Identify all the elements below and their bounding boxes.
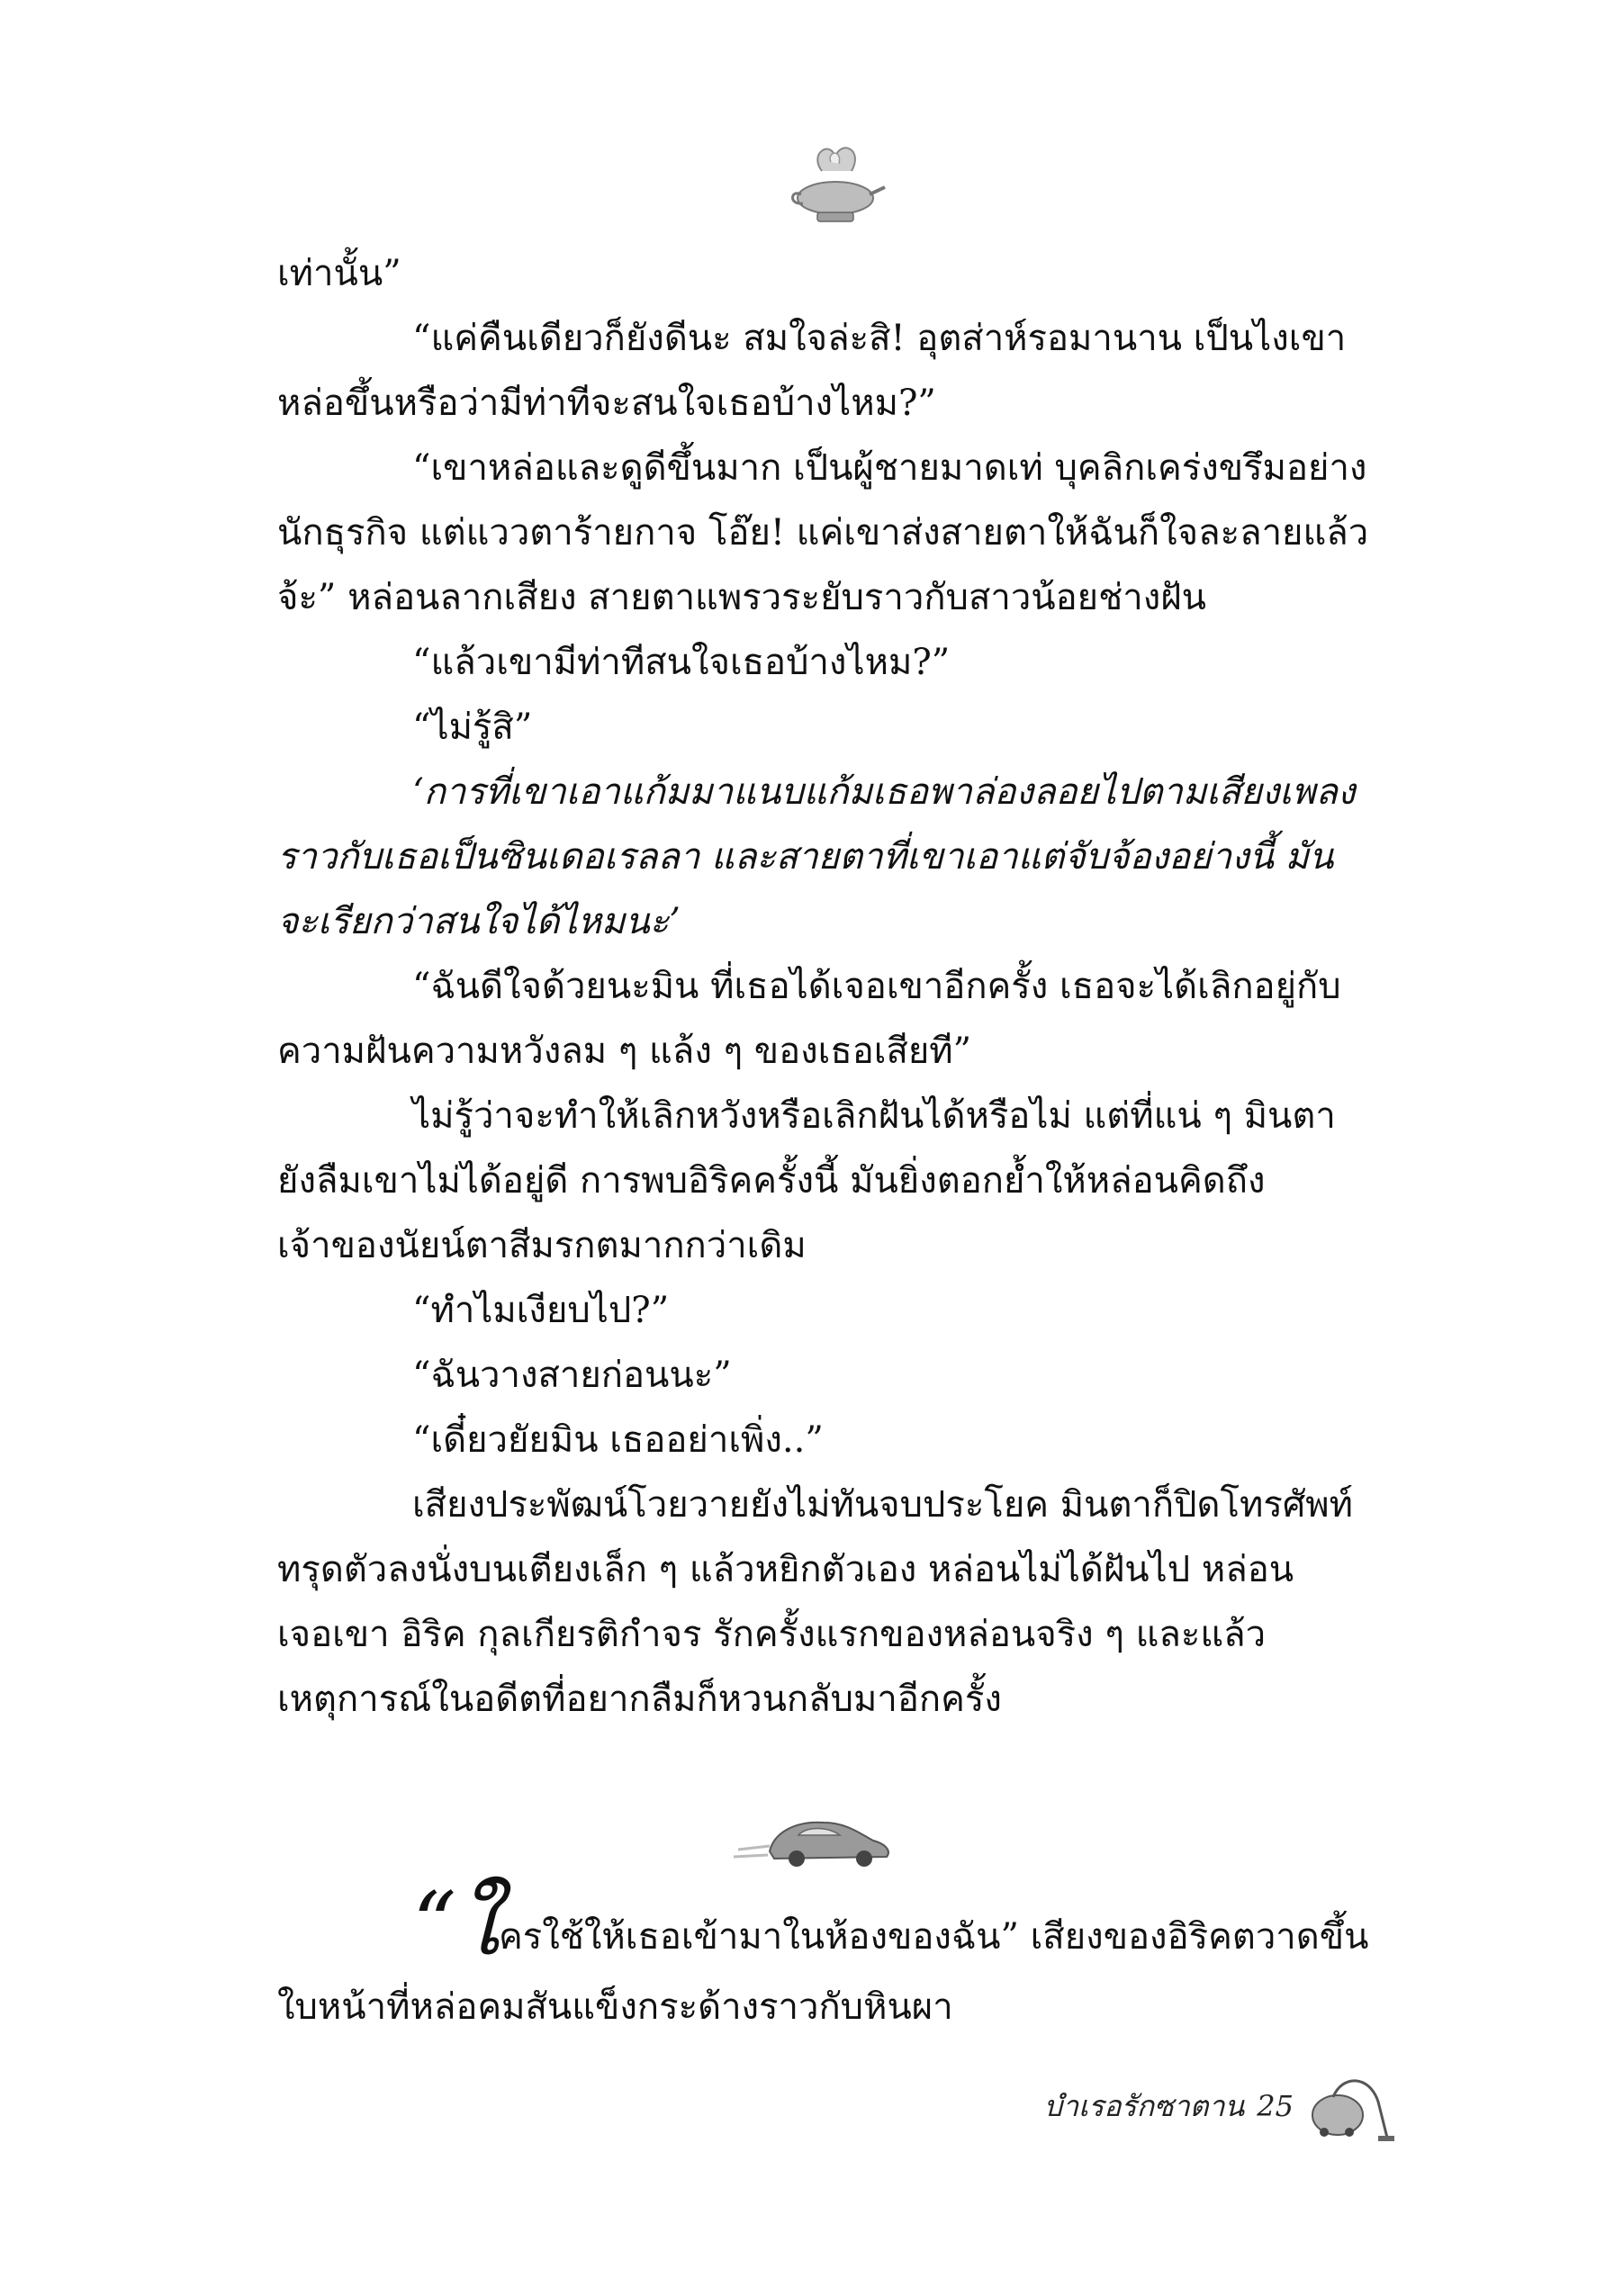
paragraph-line: ยังลืมเขาไม่ได้อยู่ดี การพบอิริคครั้งนี้ มันยิ่งตอกย้ำให้หล่อนคิดถึง <box>277 1160 1266 1202</box>
dropcap: “ใ <box>412 1874 499 1975</box>
paragraph-line: “แล้วเขามีท่าทีสนใจเธอบ้างไหม?” <box>412 642 951 683</box>
vacuum-cleaner-icon <box>1306 2066 1396 2147</box>
chapter-section <box>277 1874 1393 2036</box>
paragraph-line: “เขาหล่อและดูดีขึ้นมาก เป็นผู้ชายมาดเท่ บุคลิกเคร่งขรึมอย่าง <box>412 447 1367 489</box>
paragraph-line: “แค่คืนเดียวก็ยังดีนะ สมใจล่ะสิ! อุตส่าห์รอมานาน เป็นไงเขา <box>412 318 1347 359</box>
paragraph-line: ทรุดตัวลงนั่งบนเตียงเล็ก ๆ แล้วหยิกตัวเอง หล่อนไม่ได้ฝันไป หล่อน <box>277 1549 1294 1590</box>
paragraph-line: “ไม่รู้สิ” <box>412 707 533 748</box>
paragraph-line: “ฉันดีใจด้วยนะมิน ที่เธอได้เจอเขาอีกครั้ง เธอจะได้เลิกอยู่กับ <box>412 966 1341 1007</box>
paragraph-line: จะเรียกว่าสนใจได้ไหมนะ’ <box>277 901 681 942</box>
dropcap-line-text: ครใช้ให้เธอเข้ามาในห้องของฉัน” เสียงของอิริคตวาดขึ้น <box>498 1916 1369 1958</box>
paragraph-line: ใบหน้าที่หล่อคมสันแข็งกระด้างราวกับหินผา <box>277 1986 953 2028</box>
book-title: บำเรอรักซาตาน <box>1043 2088 1245 2123</box>
page-number: 25 <box>1257 2089 1294 2123</box>
paragraph-line: เท่านั้น” <box>277 253 401 294</box>
teapot-lamp-icon <box>781 135 889 234</box>
page-footer <box>1044 2066 1396 2147</box>
car-icon <box>734 1805 896 1869</box>
paragraph-line: เสียงประพัฒน์โวยวายยังไม่ทันจบประโยค มินตาก็ปิดโทรศัพท์ <box>412 1484 1353 1526</box>
paragraph-line: “เดี๋ยวยัยมิน เธออย่าเพิ่ง..” <box>412 1419 824 1461</box>
paragraph-line: นักธุรกิจ แต่แววตาร้ายกาจ โอ๊ย! แค่เขาส่งสายตาให้ฉันก็ใจละลายแล้ว <box>277 512 1369 554</box>
paragraph-line: เจอเขา อิริค กุลเกียรติกำจร รักครั้งแรกของหล่อนจริง ๆ และแล้ว <box>277 1614 1267 1655</box>
paragraph-line: ‘การที่เขาเอาแก้มมาแนบแก้มเธอพาล่องลอยไปตามเสียงเพลง <box>412 771 1356 813</box>
paragraph-line: “ฉันวางสายก่อนนะ” <box>412 1355 732 1396</box>
paragraph-line: จ้ะ” หล่อนลากเสียง สายตาแพรวระยับราวกับสาวน้อยช่างฝัน <box>277 577 1207 618</box>
paragraph-line: หล่อขึ้นหรือว่ามีท่าทีจะสนใจเธอบ้างไหม?” <box>277 383 936 424</box>
paragraph-line: ไม่รู้ว่าจะทำให้เลิกหวังหรือเลิกฝันได้หรือไม่ แต่ที่แน่ ๆ มินตา <box>412 1095 1336 1137</box>
paragraph-line: ราวกับเธอเป็นซินเดอเรลลา และสายตาที่เขาเอาแต่จับจ้องอย่างนี้ มัน <box>277 836 1334 878</box>
dropcap-line <box>277 1874 1393 1975</box>
body-text <box>277 241 1393 1732</box>
paragraph-line: ความฝันความหวังลม ๆ แล้ง ๆ ของเธอเสียที” <box>277 1031 972 1072</box>
paragraph-line: เหตุการณ์ในอดีตที่อยากลืมก็หวนกลับมาอีกครั้ง <box>277 1679 1002 1720</box>
paragraph-line: เจ้าของนัยน์ตาสีมรกตมากกว่าเดิม <box>277 1225 807 1266</box>
paragraph-line: “ทำไมเงียบไป?” <box>412 1290 670 1331</box>
